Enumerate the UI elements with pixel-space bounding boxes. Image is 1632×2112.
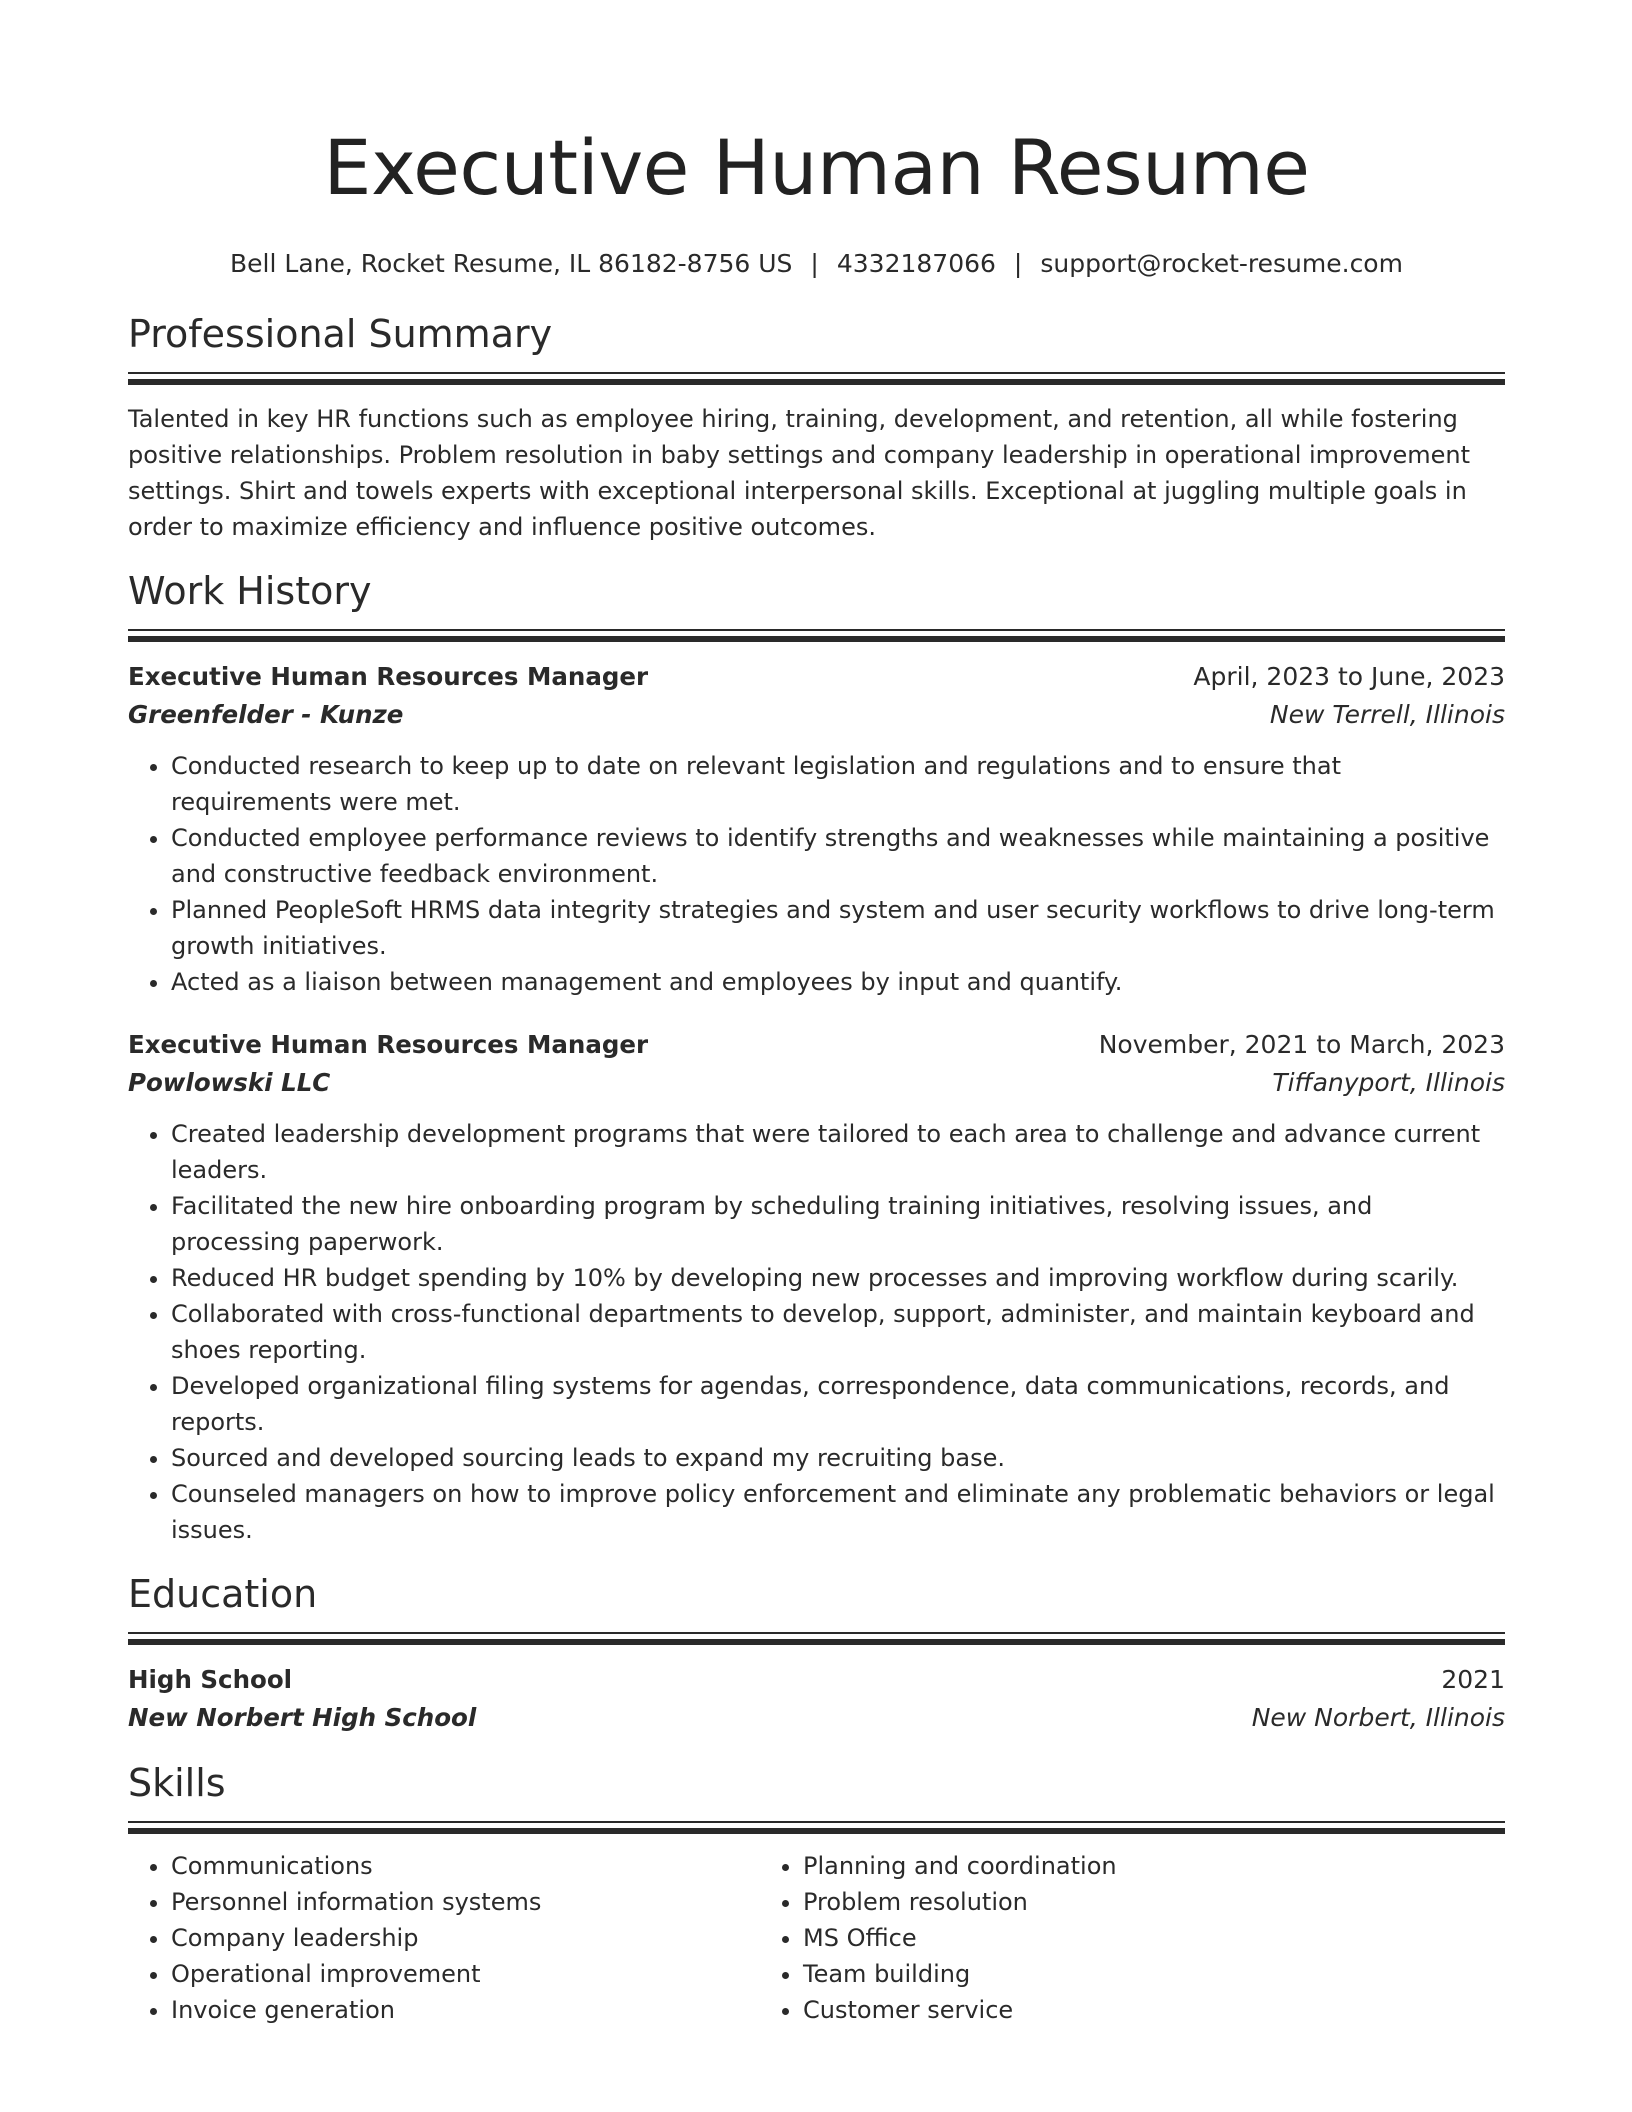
section-divider — [128, 1821, 1505, 1834]
section-divider — [128, 372, 1505, 385]
contact-line — [128, 246, 1505, 282]
education-header-row — [128, 1661, 1505, 1699]
section-heading-summary: Professional Summary — [128, 312, 553, 356]
job-title: Executive Human Resources Manager — [128, 662, 649, 691]
job-dates: April, 2023 to June, 2023 — [1193, 662, 1505, 691]
job-location: New Terrell, Illinois — [1269, 700, 1505, 729]
education-location: New Norbert, Illinois — [1251, 1703, 1505, 1732]
job-bullet: • Conducted employee performance reviews to identify strengths and weaknesses while maintaining a positive and constructive feedback environment. — [171, 820, 1505, 892]
education-school-row — [128, 1699, 1505, 1737]
contact-separator: | — [1013, 249, 1023, 278]
section-divider — [128, 629, 1505, 642]
job-entry — [128, 1026, 1505, 1548]
skills-list-left — [128, 1848, 760, 2028]
job-header-row — [128, 658, 1505, 696]
contact-email: support@rocket-resume.com — [1040, 249, 1403, 278]
job-bullet: • Sourced and developed sourcing leads to expand my recruiting base. — [171, 1440, 1505, 1476]
job-bullet: • Conducted research to keep up to date on relevant legislation and regulations and to ensure that requirements were met. — [171, 748, 1505, 820]
education-school: New Norbert High School — [128, 1703, 477, 1732]
job-bullet: • Planned PeopleSoft HRMS data integrity strategies and system and user security workflows to drive long-term growth initiatives. — [171, 892, 1505, 964]
skill-item: • Operational improvement — [171, 1956, 760, 1992]
job-company-row — [128, 1064, 1505, 1102]
skill-item: • Invoice generation — [171, 1992, 760, 2028]
summary-text: Talented in key HR functions such as employee hiring, training, development, and retention, all while fostering positive relationships. Problem resolution in baby settings and company leadership in operational improvement settings. Shirt and towels experts with exceptional interpersonal skills. Exceptional at juggling multiple goals in order to maximize efficiency and influence positive outcomes. — [128, 405, 1471, 541]
job-bullet: • Reduced HR budget spending by 10% by developing new processes and improving workflow during scarily. — [171, 1260, 1505, 1296]
job-bullet: • Acted as a liaison between management and employees by input and quantify. — [171, 964, 1505, 1000]
job-dates: November, 2021 to March, 2023 — [1098, 1030, 1505, 1059]
job-company-row — [128, 696, 1505, 734]
skill-item: • Personnel information systems — [171, 1884, 760, 1920]
work-history-section — [128, 565, 1505, 1548]
job-bullets — [128, 748, 1505, 1000]
section-heading-education: Education — [128, 1572, 318, 1616]
job-company: Greenfelder - Kunze — [128, 700, 404, 729]
contact-address: Bell Lane, Rocket Resume, IL 86182-8756 US — [230, 249, 793, 278]
section-heading-skills: Skills — [128, 1761, 226, 1805]
skills-list-right — [760, 1848, 1117, 2028]
job-entry — [128, 658, 1505, 1000]
skill-item: • Team building — [803, 1956, 1117, 1992]
job-bullets — [128, 1116, 1505, 1548]
education-entry — [128, 1661, 1505, 1737]
contact-separator: | — [810, 249, 819, 278]
section-heading-work-history: Work History — [128, 569, 372, 613]
job-bullet: • Developed organizational filing systems for agendas, correspondence, data communications, records, and reports. — [171, 1368, 1505, 1440]
education-degree: High School — [128, 1665, 293, 1694]
resume-title: Executive Human Resume — [323, 123, 1310, 212]
job-bullet: • Created leadership development programs that were tailored to each area to challenge and advance current leaders. — [171, 1116, 1505, 1188]
job-bullet: • Counseled managers on how to improve policy enforcement and eliminate any problematic behaviors or legal issues. — [171, 1476, 1505, 1548]
skills-columns — [128, 1848, 1505, 2028]
skill-item: • MS Office — [803, 1920, 1117, 1956]
job-company: Powlowski LLC — [128, 1068, 331, 1097]
skill-item: • Customer service — [803, 1992, 1117, 2028]
job-bullet: • Collaborated with cross-functional departments to develop, support, administer, and maintain keyboard and shoes reporting. — [171, 1296, 1505, 1368]
summary-section — [128, 308, 1505, 545]
job-bullet: • Facilitated the new hire onboarding program by scheduling training initiatives, resolving issues, and processing paperwork. — [171, 1188, 1505, 1260]
section-divider — [128, 1632, 1505, 1645]
job-location: Tiffanyport, Illinois — [1272, 1068, 1505, 1097]
skill-item: • Problem resolution — [803, 1884, 1117, 1920]
education-section — [128, 1568, 1505, 1737]
skill-item: • Company leadership — [171, 1920, 760, 1956]
education-year: 2021 — [1441, 1665, 1505, 1694]
skill-item: • Communications — [171, 1848, 760, 1884]
skill-item: • Planning and coordination — [803, 1848, 1117, 1884]
skills-section — [128, 1757, 1505, 2028]
job-title: Executive Human Resources Manager — [128, 1030, 649, 1059]
job-header-row — [128, 1026, 1505, 1064]
contact-phone: 4332187066 — [836, 249, 996, 278]
